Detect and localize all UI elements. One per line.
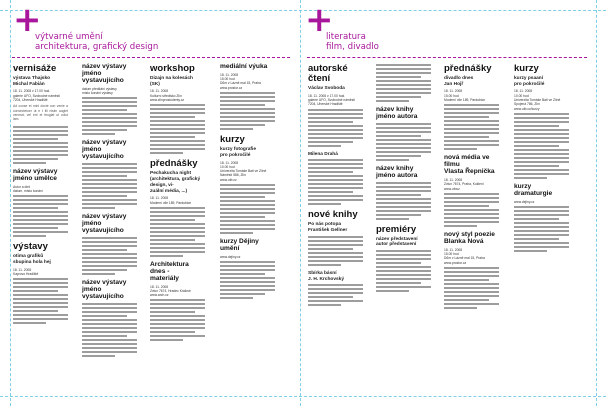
text-placeholder-lines bbox=[444, 104, 499, 150]
text-placeholder-lines bbox=[444, 267, 499, 309]
guide-line bbox=[300, 0, 301, 406]
article-meta: 18. 11. 2008 15.00 hod Dům v Lázně mal 15, Praha www.prostor.cz bbox=[444, 247, 485, 265]
article-block bbox=[82, 64, 137, 135]
article-meta: 18. 11. 2008 15.00 hod Dům v Lázně mal 15, Praha www.prostor.cz bbox=[220, 72, 261, 90]
text-placeholder-lines bbox=[376, 250, 431, 292]
guide-line bbox=[0, 396, 606, 397]
text-placeholder-lines bbox=[220, 184, 275, 234]
article-subheading: otima grafiků sbupina hola hej bbox=[13, 254, 51, 265]
article-subheading: název představení autor představení bbox=[376, 236, 418, 248]
article-heading: kurzy Dějiny umění bbox=[220, 237, 259, 252]
article-heading: výstavy bbox=[13, 241, 48, 253]
article-heading: název výstavy jméno vystavujícího bbox=[82, 213, 127, 234]
article-block bbox=[308, 64, 363, 147]
article-heading: vernisáže bbox=[13, 63, 57, 74]
article-block bbox=[220, 135, 275, 234]
left-column-3 bbox=[150, 64, 205, 346]
article-block bbox=[13, 64, 68, 164]
article-block bbox=[376, 64, 431, 102]
article-block bbox=[13, 242, 68, 324]
article-meta: datum předšání výstavy místo konání výstavy bbox=[82, 86, 117, 96]
text-placeholder-lines bbox=[376, 64, 431, 102]
article-heading: nová média ve filmu Vlasta Řepnička bbox=[444, 154, 495, 176]
plus-icon: + bbox=[13, 0, 42, 40]
article-subheading: Václav Svoboda bbox=[308, 85, 345, 91]
article-heading: premiéry bbox=[376, 223, 417, 235]
text-placeholder-lines bbox=[308, 236, 363, 266]
plus-icon: + bbox=[305, 0, 334, 40]
article-meta: 18. 11. 2008 Zvlun 7674, Praha, Kuklení www.ufocz bbox=[444, 178, 484, 191]
section-rule bbox=[307, 57, 587, 58]
text-placeholder-lines bbox=[82, 163, 137, 209]
article-block bbox=[82, 214, 137, 275]
article-subheading: Sbírka básní J. H. Krchovský bbox=[308, 270, 344, 282]
article-block bbox=[150, 159, 205, 257]
article-meta: www.dejiny.cz bbox=[220, 254, 241, 259]
article-heading: název výstavy jméno vystavujícího bbox=[82, 63, 127, 84]
article-subheading: kurzy fotografie pro pokročilé bbox=[220, 147, 256, 158]
text-placeholder-lines bbox=[150, 104, 205, 154]
article-meta: 18. 11. 2008 v 17.00 hod. galerie UFO, Svobodné náměstí 7204, Uherské Hradiště bbox=[13, 89, 61, 103]
article-block bbox=[514, 64, 569, 179]
left-column-4 bbox=[220, 64, 275, 304]
article-subheading: Milena Drahá bbox=[308, 151, 338, 157]
article-meta: 18. 11. 2008 Moderní vile 189, Pardubice bbox=[150, 196, 192, 205]
article-heading: kurzy bbox=[220, 134, 245, 146]
article-block bbox=[376, 166, 431, 220]
article-body: Ad conse et mini docte con venie a consectetuer ut e t illi nisim augiet venmat, vel ent et feugiat ut volut lam. bbox=[13, 104, 68, 122]
article-meta: 18. 11. 2008 10.00 hod Univerzita Tomáše Bati ve Zlíně Spojená 786, Zlín www.utb.cz/kurzy bbox=[514, 89, 561, 111]
article-subheading: Po nás potopa František Gellner bbox=[308, 222, 348, 233]
article-meta: 18. 11. 2008 v 17.00 hod. galerie UFO, Svobodné náměstí 7204, Uherské Hradiště bbox=[308, 93, 356, 107]
text-placeholder-lines bbox=[220, 261, 275, 299]
article-block bbox=[444, 155, 499, 227]
article-block bbox=[308, 210, 363, 265]
article-block bbox=[150, 262, 205, 342]
text-placeholder-lines bbox=[514, 113, 569, 179]
article-block bbox=[82, 280, 137, 357]
article-block bbox=[150, 64, 205, 154]
article-block bbox=[514, 184, 569, 252]
text-placeholder-lines bbox=[13, 195, 68, 237]
text-placeholder-lines bbox=[514, 206, 569, 252]
article-heading: workshop bbox=[150, 63, 195, 74]
right-column-3 bbox=[444, 64, 499, 314]
article-heading: název výstavy jméno umělce bbox=[13, 167, 58, 182]
guide-line bbox=[0, 10, 606, 11]
text-placeholder-lines bbox=[13, 126, 68, 164]
text-placeholder-lines bbox=[13, 278, 68, 324]
article-subheading: výstava Thajsko Michal Fabián bbox=[13, 75, 51, 87]
article-heading: přednášky bbox=[444, 63, 492, 74]
section-rule bbox=[12, 57, 290, 58]
text-placeholder-lines bbox=[308, 159, 363, 205]
right-section-title: literatura film, divadlo bbox=[326, 32, 379, 52]
article-block bbox=[82, 140, 137, 209]
text-placeholder-lines bbox=[82, 303, 137, 357]
right-column-1 bbox=[308, 64, 363, 311]
text-placeholder-lines bbox=[308, 109, 363, 147]
article-block bbox=[308, 152, 363, 206]
article-heading: kurzy dramaturgie bbox=[514, 182, 553, 197]
article-subheading: divadlo dnes Jan Hojř bbox=[444, 75, 474, 87]
text-placeholder-lines bbox=[82, 237, 137, 275]
article-meta: 18. 11. 2008 10.00 hod Univerzita Tomáše Bati ve Zlíně Náměstí 586, Zlín www.utb.cz bbox=[220, 160, 267, 182]
article-heading: mediální výuka bbox=[220, 63, 268, 70]
article-heading: název knihy jméno autora bbox=[376, 106, 418, 120]
article-meta: 18. 11. 2008 Kayrovo Hradiště bbox=[13, 267, 39, 276]
article-block bbox=[444, 232, 499, 309]
text-placeholder-lines bbox=[376, 123, 431, 161]
text-placeholder-lines bbox=[150, 207, 205, 257]
article-block bbox=[308, 271, 363, 307]
text-placeholder-lines bbox=[150, 299, 205, 341]
article-meta: 18. 11. 2008 Zvlun 7674, Hradec Králové www.arch.cz bbox=[150, 284, 191, 298]
guide-line bbox=[596, 0, 597, 406]
text-placeholder-lines bbox=[220, 92, 275, 130]
article-heading: název knihy jméno autora bbox=[376, 164, 418, 179]
article-meta: Autor a diet datum, místo konání bbox=[13, 184, 43, 193]
text-placeholder-lines bbox=[308, 284, 363, 306]
article-heading: název výstavy jméno vystavujícího bbox=[82, 139, 127, 161]
article-meta: 18. 11. 2008 Kulturní středisko Zlín www.zlinprostudenty.cz bbox=[150, 89, 185, 103]
article-meta: www.dejiny.cz bbox=[514, 199, 535, 204]
article-heading: Architektura dnes - materiály bbox=[150, 260, 189, 282]
article-block bbox=[444, 64, 499, 150]
article-subheading: Dizajn na kolesách (SK) bbox=[150, 75, 193, 87]
article-block bbox=[220, 239, 275, 299]
article-block bbox=[13, 169, 68, 237]
article-heading: název výstavy jméno vystavujícího bbox=[82, 278, 127, 300]
text-placeholder-lines bbox=[444, 193, 499, 227]
article-block bbox=[220, 64, 275, 130]
article-heading: nové knihy bbox=[308, 209, 358, 221]
article-block bbox=[376, 225, 431, 292]
guide-line bbox=[10, 0, 11, 406]
right-column-4 bbox=[514, 64, 569, 257]
article-block bbox=[376, 107, 431, 161]
article-heading: autorské čtení bbox=[308, 63, 348, 84]
text-placeholder-lines bbox=[82, 97, 137, 135]
article-subheading: kurzy psaaní pro pokročilé bbox=[514, 75, 545, 87]
left-section-title: výtvarné umění architektura, grafický design bbox=[35, 32, 159, 52]
right-column-2 bbox=[376, 64, 431, 297]
article-heading: kurzy bbox=[514, 63, 539, 74]
article-heading: přednášky bbox=[150, 158, 198, 170]
article-meta: 18. 11. 2008 15.00 hod Moderní vile 189, Pardubice bbox=[444, 89, 486, 103]
left-column-2 bbox=[82, 64, 137, 362]
article-heading: nový styl poezie Blanka Nová bbox=[444, 230, 495, 245]
left-column-1 bbox=[13, 64, 68, 329]
text-placeholder-lines bbox=[376, 182, 431, 220]
article-subheading: Pechakucha night (architektura, grafický design, vi- zuální média, ...) bbox=[150, 171, 201, 194]
